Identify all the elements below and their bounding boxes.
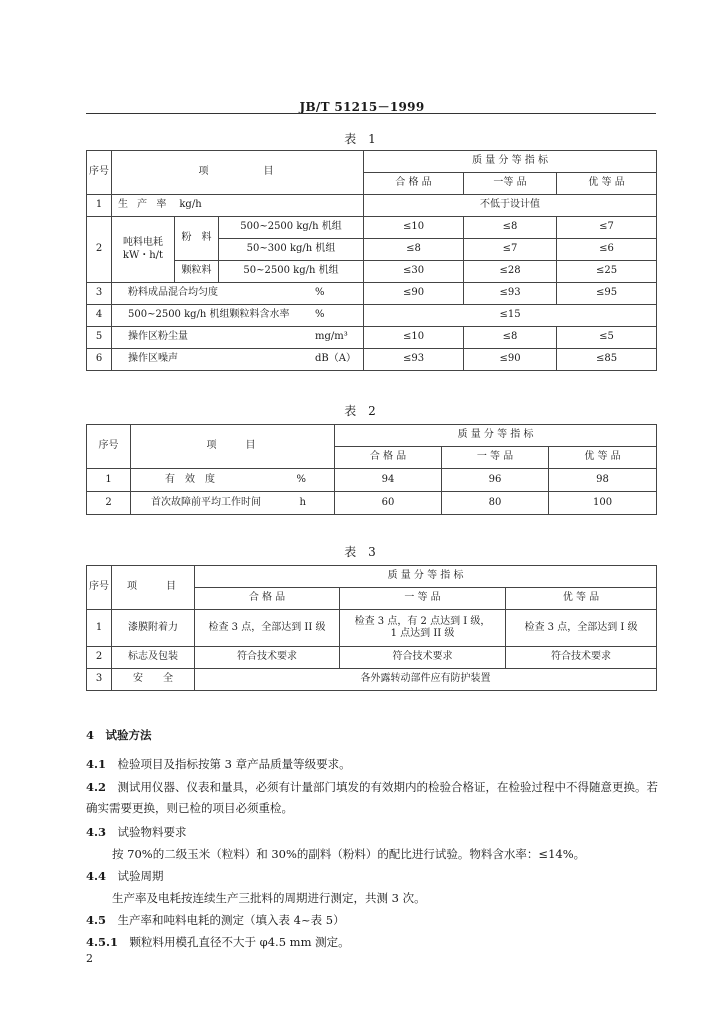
t1-r4-value: ≤15 [364, 305, 657, 327]
t3-r1-v1: 检查 3 点，全部达到 II 级 [195, 610, 340, 647]
t1-r2-a-2: ≤8 [464, 217, 557, 239]
t1-r1-value: 不低于设计值 [364, 195, 657, 217]
t2-r2-v2: 80 [442, 492, 549, 515]
t1-r4-item: 500~2500 kg/h 机组颗粒料含水率 % [112, 305, 364, 327]
t3-header-item: 项 目 [112, 566, 195, 610]
t1-r2-spec-c: 50~2500 kg/h 机组 [219, 261, 364, 283]
t1-r2-b-1: ≤8 [364, 239, 464, 261]
t1-row-3 [87, 283, 657, 305]
t1-r2-a-1: ≤10 [364, 217, 464, 239]
t3-r2-v2: 符合技术要求 [340, 647, 506, 669]
t2-r2-v3: 100 [549, 492, 657, 515]
t1-r2-spec-b: 50~300 kg/h 机组 [219, 239, 364, 261]
t1-r6-v2: ≤90 [464, 349, 557, 371]
t1-r6-no: 6 [87, 349, 112, 371]
t3-grade-qualified: 合 格 品 [195, 588, 340, 610]
t1-header-no: 序号 [87, 151, 112, 195]
t3-r2-v3: 符合技术要求 [506, 647, 657, 669]
t1-r1-item: 生 产 率 kg/h [112, 195, 364, 217]
t1-row-5 [87, 327, 657, 349]
header-rule [86, 113, 656, 114]
t2-r1-v1: 94 [335, 469, 442, 492]
clause-4-1: 4.1 检验项目及指标按第 3 章产品质量等级要求。 [86, 757, 351, 771]
t3-row-1 [87, 610, 657, 647]
t1-r3-v2: ≤93 [464, 283, 557, 305]
t3-row-3 [87, 669, 657, 691]
t2-r2-v1: 60 [335, 492, 442, 515]
t1-r2-no: 2 [87, 217, 112, 283]
clause-4-3: 4.3 试验物料要求 [86, 825, 187, 839]
clause-4-5-1: 4.5.1 颗粒料用模孔直径不大于 φ4.5 mm 测定。 [86, 935, 350, 949]
t2-r1-item: 有 效 度 % [131, 469, 335, 492]
t2-row-1 [87, 469, 657, 492]
t3-r1-no: 1 [87, 610, 112, 647]
t1-r2-sub-pellet: 颗粒料 [175, 261, 219, 283]
t3-r1-v2: 检查 3 点，有 2 点达到 I 级， 1 点达到 II 级 [340, 610, 506, 647]
clause-4-2: 4.2 测试用仪器、仪表和量具，必须有计量部门填发的有效期内的检验合格证，在检验过程中不得随意更换。若确实需要更换，则已检的项目必须重检。 [86, 780, 659, 815]
standard-code: JB/T 51215－1999 [299, 100, 425, 114]
t3-r1-item: 漆膜附着力 [112, 610, 195, 647]
t3-r3-no: 3 [87, 669, 112, 691]
table2 [86, 424, 657, 515]
t1-r5-v2: ≤8 [464, 327, 557, 349]
t1-grade-excellent: 优 等 品 [557, 173, 657, 195]
t3-header-grade: 质 量 分 等 指 标 [195, 566, 657, 588]
t1-r2-item: 吨料电耗 kW・h/t [112, 217, 175, 283]
t1-grade-first: 一等 品 [464, 173, 557, 195]
t1-grade-qualified: 合 格 品 [364, 173, 464, 195]
t3-r3-item: 安 全 [112, 669, 195, 691]
t1-r3-v1: ≤90 [364, 283, 464, 305]
t3-r2-no: 2 [87, 647, 112, 669]
t2-row-2 [87, 492, 657, 515]
t1-r2-c-2: ≤28 [464, 261, 557, 283]
table3 [86, 565, 657, 691]
t1-r3-v3: ≤95 [557, 283, 657, 305]
section-4-heading: 4 试验方法 [86, 728, 152, 742]
t1-r2-sub-powder: 粉 料 [175, 217, 219, 261]
t3-r2-v1: 符合技术要求 [195, 647, 340, 669]
t1-r5-no: 5 [87, 327, 112, 349]
table2-caption: 表 2 [344, 404, 380, 418]
t1-row-1 [87, 195, 657, 217]
clause-4-4-body: 生产率及电耗按连续生产三批料的周期进行测定，共测 3 次。 [112, 891, 426, 905]
t3-grade-excellent: 优 等 品 [506, 588, 657, 610]
t1-header-grade: 质 量 分 等 指 标 [364, 151, 657, 173]
t3-r1-v3: 检查 3 点，全部达到 I 级 [506, 610, 657, 647]
t1-r5-item: 操作区粉尘量 mg/m³ [112, 327, 364, 349]
t2-header-no: 序号 [87, 425, 131, 469]
t3-r3-value: 各外露转动部件应有防护装置 [195, 669, 657, 691]
t1-r1-no: 1 [87, 195, 112, 217]
t2-r1-v3: 98 [549, 469, 657, 492]
t2-header-item: 项 目 [131, 425, 335, 469]
t2-r1-v2: 96 [442, 469, 549, 492]
t1-r2-spec-a: 500~2500 kg/h 机组 [219, 217, 364, 239]
t3-header-no: 序号 [87, 566, 112, 610]
t1-r2-c-1: ≤30 [364, 261, 464, 283]
t2-grade-excellent: 优 等 品 [549, 447, 657, 469]
clause-4-3-body: 按 70%的二级玉米（粒料）和 30%的副料（粉料）的配比进行试验。物料含水率：≤14%。 [112, 847, 586, 861]
t1-row-6 [87, 349, 657, 371]
clause-4-5: 4.5 生产率和吨料电耗的测定（填入表 4~表 5） [86, 913, 345, 927]
t1-r5-v1: ≤10 [364, 327, 464, 349]
t1-r4-no: 4 [87, 305, 112, 327]
t1-row-2a [87, 217, 657, 239]
clause-4-4: 4.4 试验周期 [86, 869, 164, 883]
t1-row-4 [87, 305, 657, 327]
t1-r5-v3: ≤5 [557, 327, 657, 349]
page-number: 2 [86, 952, 93, 965]
t2-header-grade: 质 量 分 等 指 标 [335, 425, 657, 447]
t3-row-2 [87, 647, 657, 669]
t1-r6-v3: ≤85 [557, 349, 657, 371]
t1-r2-c-3: ≤25 [557, 261, 657, 283]
t1-r2-b-2: ≤7 [464, 239, 557, 261]
t2-r1-no: 1 [87, 469, 131, 492]
t1-r2-b-3: ≤6 [557, 239, 657, 261]
table3-caption: 表 3 [344, 545, 380, 559]
t3-grade-first: 一 等 品 [340, 588, 506, 610]
table1 [86, 150, 657, 371]
t1-r6-v1: ≤93 [364, 349, 464, 371]
t2-r2-no: 2 [87, 492, 131, 515]
t2-grade-first: 一 等 品 [442, 447, 549, 469]
t1-r3-no: 3 [87, 283, 112, 305]
t1-r3-item: 粉料成品混合均匀度 % [112, 283, 364, 305]
t1-header-item: 项 目 [112, 151, 364, 195]
t1-r2-a-3: ≤7 [557, 217, 657, 239]
t2-r2-item: 首次故障前平均工作时间 h [131, 492, 335, 515]
t2-grade-qualified: 合 格 品 [335, 447, 442, 469]
table1-caption: 表 1 [344, 132, 380, 146]
t3-r2-item: 标志及包装 [112, 647, 195, 669]
t1-r6-item: 操作区噪声 dB（A） [112, 349, 364, 371]
